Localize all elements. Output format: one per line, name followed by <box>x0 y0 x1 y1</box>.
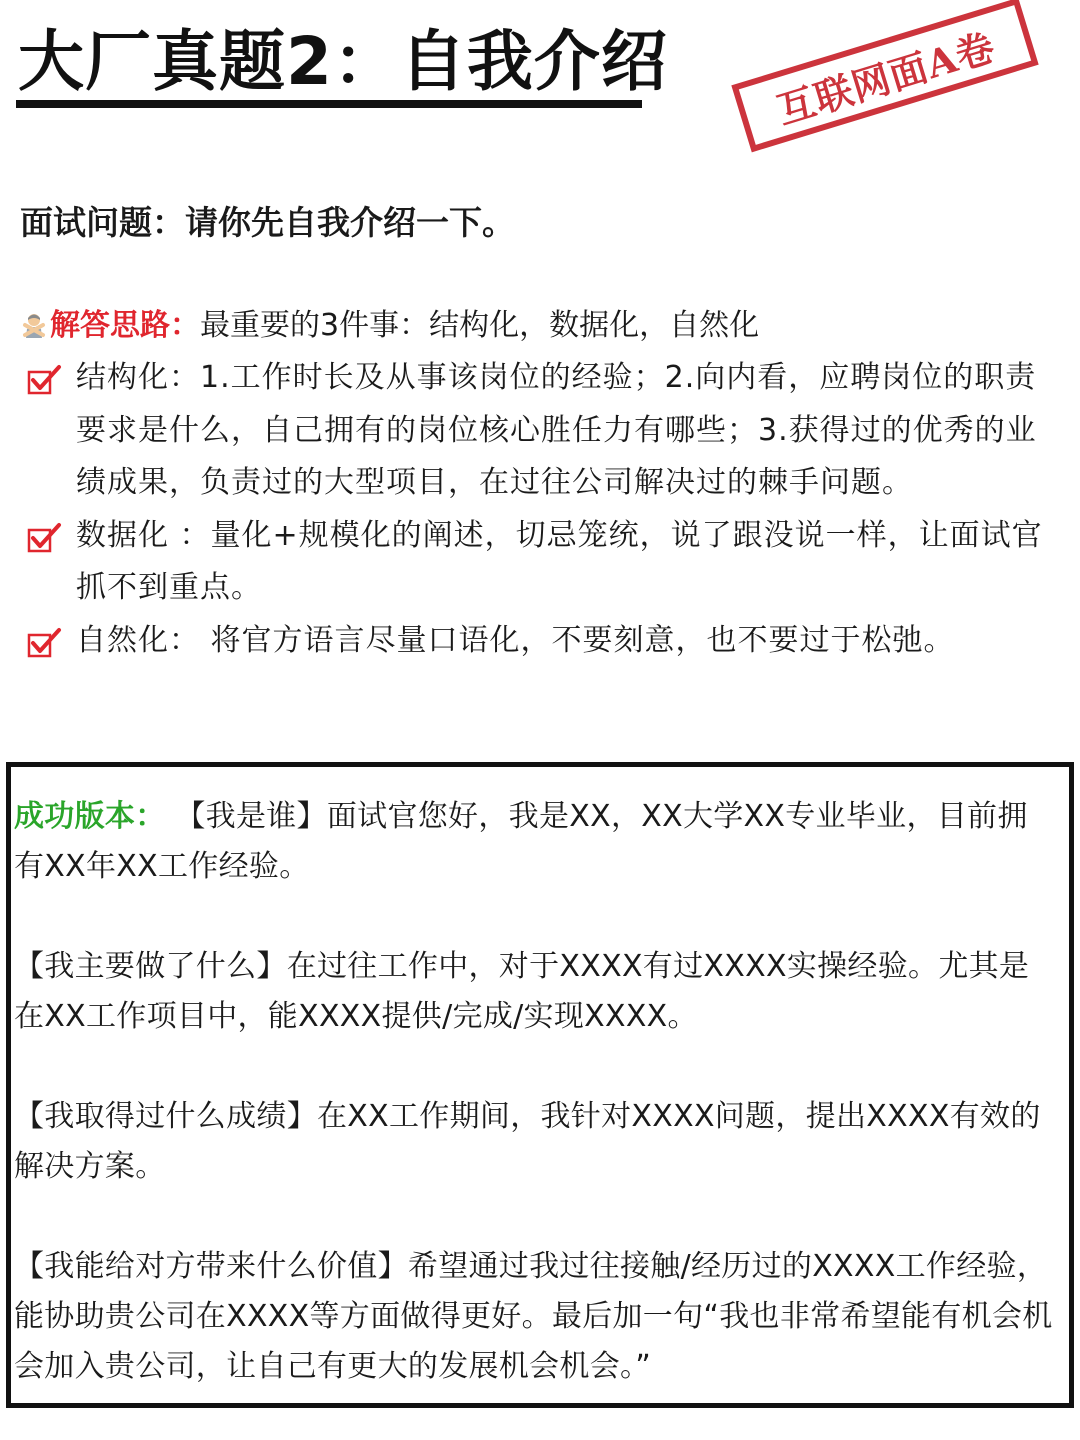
success-version-label: 成功版本： <box>14 799 166 834</box>
title-underline <box>16 100 642 108</box>
check-box-icon <box>26 522 62 554</box>
page-title: 大厂真题2：自我介绍 <box>18 23 668 100</box>
key-point-text: 自然化： 将官方语言尽量口语化，不要刻意，也不要过于松弛。 <box>76 622 955 658</box>
sample-answer <box>14 792 1054 1392</box>
approach-label: 解答思路： <box>50 308 200 343</box>
key-points-list <box>24 352 1064 667</box>
answer-paragraph <box>14 792 1054 892</box>
key-point-item <box>24 510 1064 615</box>
check-box-icon <box>26 364 62 396</box>
exam-stamp: 互联网面A卷 <box>731 0 1038 152</box>
answer-paragraph: 【我能给对方带来什么价值】希望通过我过往接触/经历过的XXXX工作经验，能协助贵公司在XXXX等方面做得更好。最后加一句“我也非常希望能有机会机会加入贵公司，让自己有更大的发展机会机会。” <box>14 1249 1053 1384</box>
interview-question: 面试问题：请你先自我介绍一下。 <box>20 203 515 242</box>
person-gesturing-no-emoji <box>20 311 48 339</box>
approach-text: 最重要的3件事：结构化，数据化，自然化 <box>200 308 760 343</box>
key-point-text: 结构化：1.工作时长及从事该岗位的经验；2.向内看，应聘岗位的职责要求是什么，自己拥有的岗位核心胜任力有哪些；3.获得过的优秀的业绩成果，负责过的大型项目，在过往公司解决过的棘手问题。 <box>76 360 1037 500</box>
approach-line <box>20 303 759 349</box>
key-point-text: 数据化 ：量化+规模化的阐述，切忌笼统，说了跟没说一样，让面试官抓不到重点。 <box>76 517 1043 605</box>
answer-paragraph: 【我主要做了什么】在过往工作中，对于XXXX有过XXXX实操经验。尤其是在XX工作项目中，能XXXX提供/完成/实现XXXX。 <box>14 949 1030 1034</box>
answer-paragraph-text: 【我是谁】面试官您好，我是XX，XX大学XX专业毕业，目前拥有XX年XX工作经验。 <box>14 799 1028 884</box>
key-point-item <box>24 352 1064 510</box>
check-box-icon <box>26 627 62 659</box>
answer-paragraph: 【我取得过什么成绩】在XX工作期间，我针对XXXX问题，提出XXXX有效的解决方案。 <box>14 1099 1041 1184</box>
key-point-item <box>24 615 1064 668</box>
